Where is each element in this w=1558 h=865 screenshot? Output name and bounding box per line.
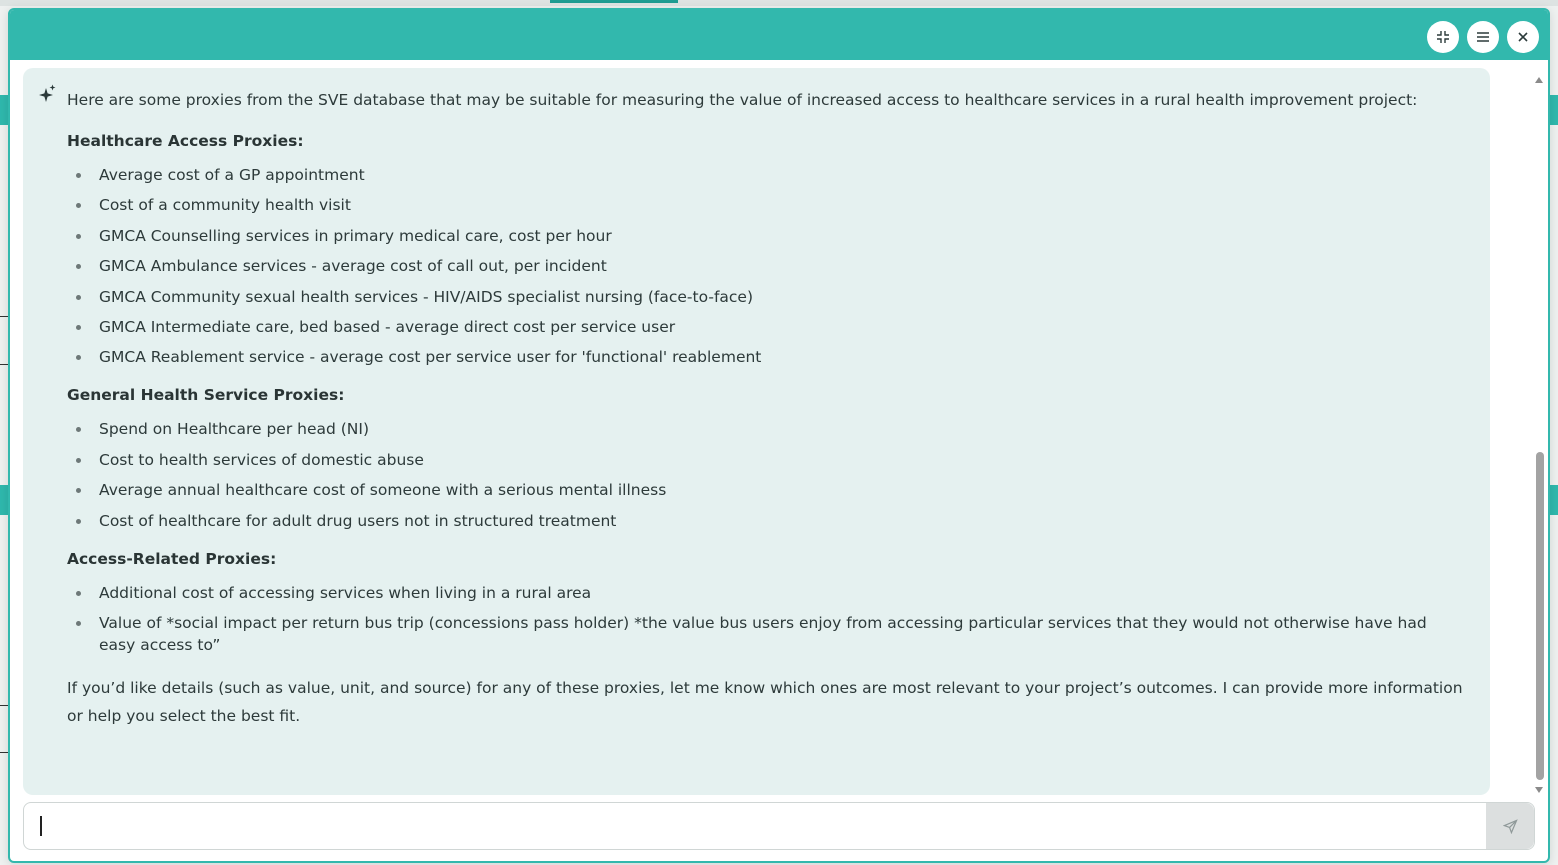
- chat-input-bar: [23, 802, 1535, 850]
- section-title: General Health Service Proxies:: [67, 386, 345, 405]
- proxy-list: [67, 582, 1466, 656]
- background-right-edge-tab: [1550, 485, 1558, 515]
- list-item: Cost of a community health visit: [67, 194, 1466, 216]
- list-item: Value of *social impact per return bus trip (concessions pass holder) *the value bus users enjoy from accessing particular services that they would not otherwise have had easy access to”: [67, 612, 1466, 656]
- list-item: Additional cost of accessing services when living in a rural area: [67, 582, 1466, 604]
- menu-button[interactable]: [1467, 21, 1499, 53]
- scrollbar-thumb[interactable]: [1536, 452, 1544, 780]
- text-caret: [40, 816, 42, 836]
- chat-dialog: [8, 8, 1550, 863]
- list-item: Cost of healthcare for adult drug users not in structured treatment: [67, 510, 1466, 532]
- proxy-list: [67, 418, 1466, 531]
- list-item: GMCA Ambulance services - average cost of call out, per incident: [67, 255, 1466, 277]
- section-title: Access-Related Proxies:: [67, 549, 277, 568]
- sparkle-icon: [37, 84, 57, 104]
- scroll-up-arrow-icon[interactable]: [1533, 74, 1545, 86]
- scroll-down-arrow-icon[interactable]: [1533, 784, 1545, 796]
- vertical-scrollbar[interactable]: [1532, 68, 1546, 798]
- background-right-edge-tab: [1550, 95, 1558, 125]
- close-button[interactable]: [1507, 21, 1539, 53]
- menu-icon: [1476, 30, 1490, 44]
- collapse-button[interactable]: [1427, 21, 1459, 53]
- message-scroll-area[interactable]: [23, 68, 1490, 795]
- background-active-tab-indicator: [550, 0, 678, 3]
- list-item: Spend on Healthcare per head (NI): [67, 418, 1466, 440]
- list-item: GMCA Reablement service - average cost per service user for 'functional' reablement: [67, 346, 1466, 368]
- section-title: Healthcare Access Proxies:: [67, 132, 304, 150]
- send-button[interactable]: [1486, 803, 1534, 849]
- background-tab-bar: [0, 0, 1558, 6]
- list-item: Average annual healthcare cost of someone with a serious mental illness: [67, 479, 1466, 501]
- close-icon: [1516, 30, 1530, 44]
- proxy-list: [67, 164, 1466, 368]
- dialog-header: [10, 10, 1548, 60]
- send-icon: [1503, 819, 1518, 834]
- chat-input[interactable]: [24, 803, 1486, 849]
- message-outro: If you’d like details (such as value, unit, and source) for any of these proxies, let me know which ones are most relevant to your project’s outcomes. I can provide more information or help you select the best fit.: [67, 678, 1463, 725]
- list-item: GMCA Community sexual health services - HIV/AIDS specialist nursing (face-to-face): [67, 286, 1466, 308]
- list-item: Average cost of a GP appointment: [67, 164, 1466, 186]
- list-item: Cost to health services of domestic abuse: [67, 449, 1466, 471]
- list-item: GMCA Intermediate care, bed based - average direct cost per service user: [67, 316, 1466, 338]
- list-item: GMCA Counselling services in primary medical care, cost per hour: [67, 225, 1466, 247]
- assistant-message: [23, 68, 1490, 795]
- collapse-icon: [1436, 30, 1450, 44]
- message-intro: Here are some proxies from the SVE database that may be suitable for measuring the value of increased access to healthcare services in a rural health improvement project:: [67, 91, 1418, 109]
